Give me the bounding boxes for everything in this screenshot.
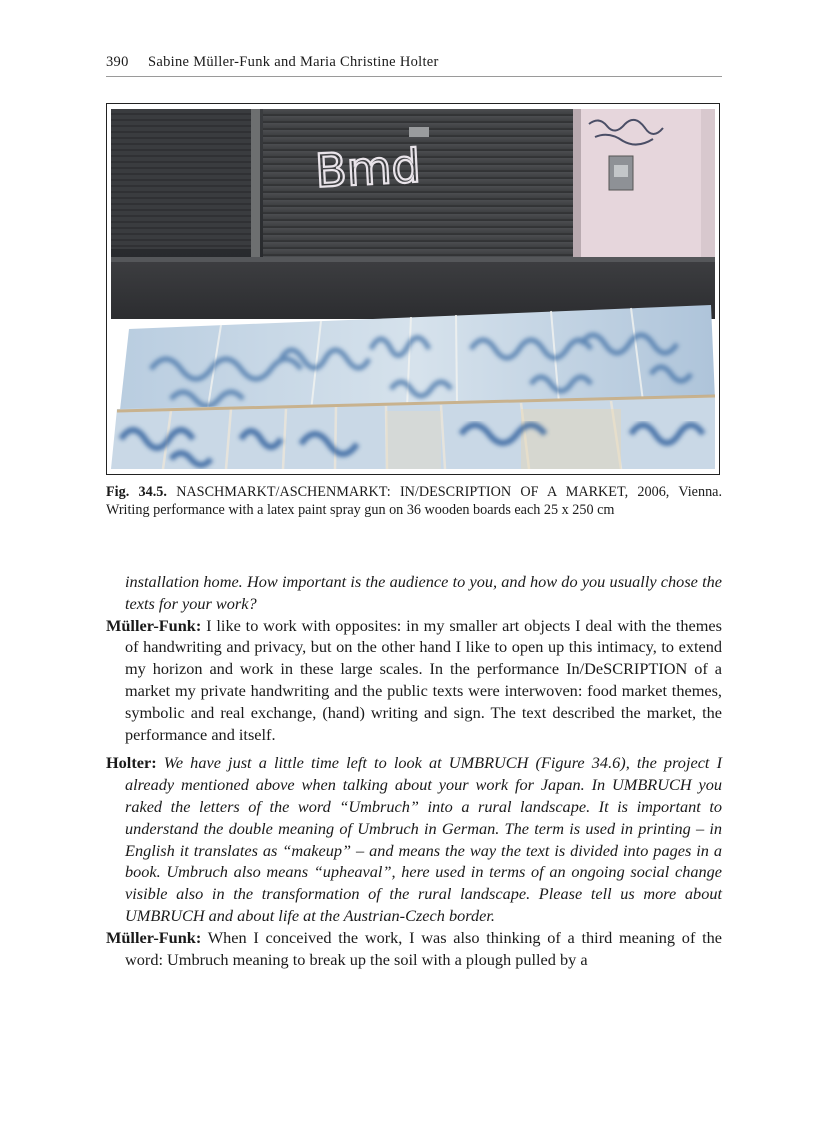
paragraph-question (106, 752, 722, 926)
figure-photo (106, 103, 720, 475)
speaker-label: Müller-Funk: (106, 615, 202, 635)
running-header-authors: Sabine Müller-Funk and Maria Christine Holter (148, 54, 439, 70)
caption-label: Fig. 34.5. (106, 484, 167, 500)
speaker-label: Holter: (106, 753, 157, 773)
paragraph-answer (106, 615, 722, 746)
speaker-label: Müller-Funk: (106, 927, 202, 947)
paragraph-answer (106, 927, 722, 971)
body-text (106, 571, 722, 970)
graffiti-tag: Bmd (313, 138, 423, 198)
market-photo (111, 109, 715, 469)
caption-text: NASCHMARKT/ASCHENMARKT: IN/DESCRIPTION OF A MARKET, 2006, Vienna. Writing performance with a latex paint spray gun on 36 wooden boards each 25 x 250 cm (106, 484, 723, 518)
page-number: 390 (106, 54, 129, 70)
running-header (106, 52, 722, 77)
answer-text: I like to work with opposites: in my smaller art objects I deal with the themes of handwriting and privacy, but on the other hand I like to open up this intimacy, to extend my horizon and work in these large scales. In the performance In/DeSCRIPTION of a market my private handwriting and the public texts were interwoven: food market themes, symbolic and real exchange, (hand) writing and sign. The text described the market, the performance and itself. (125, 615, 722, 744)
paragraph-continued-question: installation home. How important is the audience to you, and how do you usually chose the texts for your work? (125, 572, 722, 613)
question-text: We have just a little time left to look at UMBRUCH (Figure 34.6), the project I already mentioned above when talking about your work for Japan. In UMBRUCH you raked the letters of the word “Umbruch” into a rural landscape. It is important to understand the double meaning of Umbruch in German. The term is used in printing – in English it translates as “makeup” – and means the way the text is divided into pages in a book. Umbruch also means “upheaval”, here used in terms of an ongoing social change visible also in the transformation of the rural landscape. Please tell us more about UMBRUCH and about life at the Austrian-Czech border. (125, 753, 722, 925)
answer-text: When I conceived the work, I was also thinking of a third meaning of the word: Umbruch meaning to break up the soil with a plough pulled by a (125, 927, 722, 969)
figure-caption (106, 483, 722, 519)
